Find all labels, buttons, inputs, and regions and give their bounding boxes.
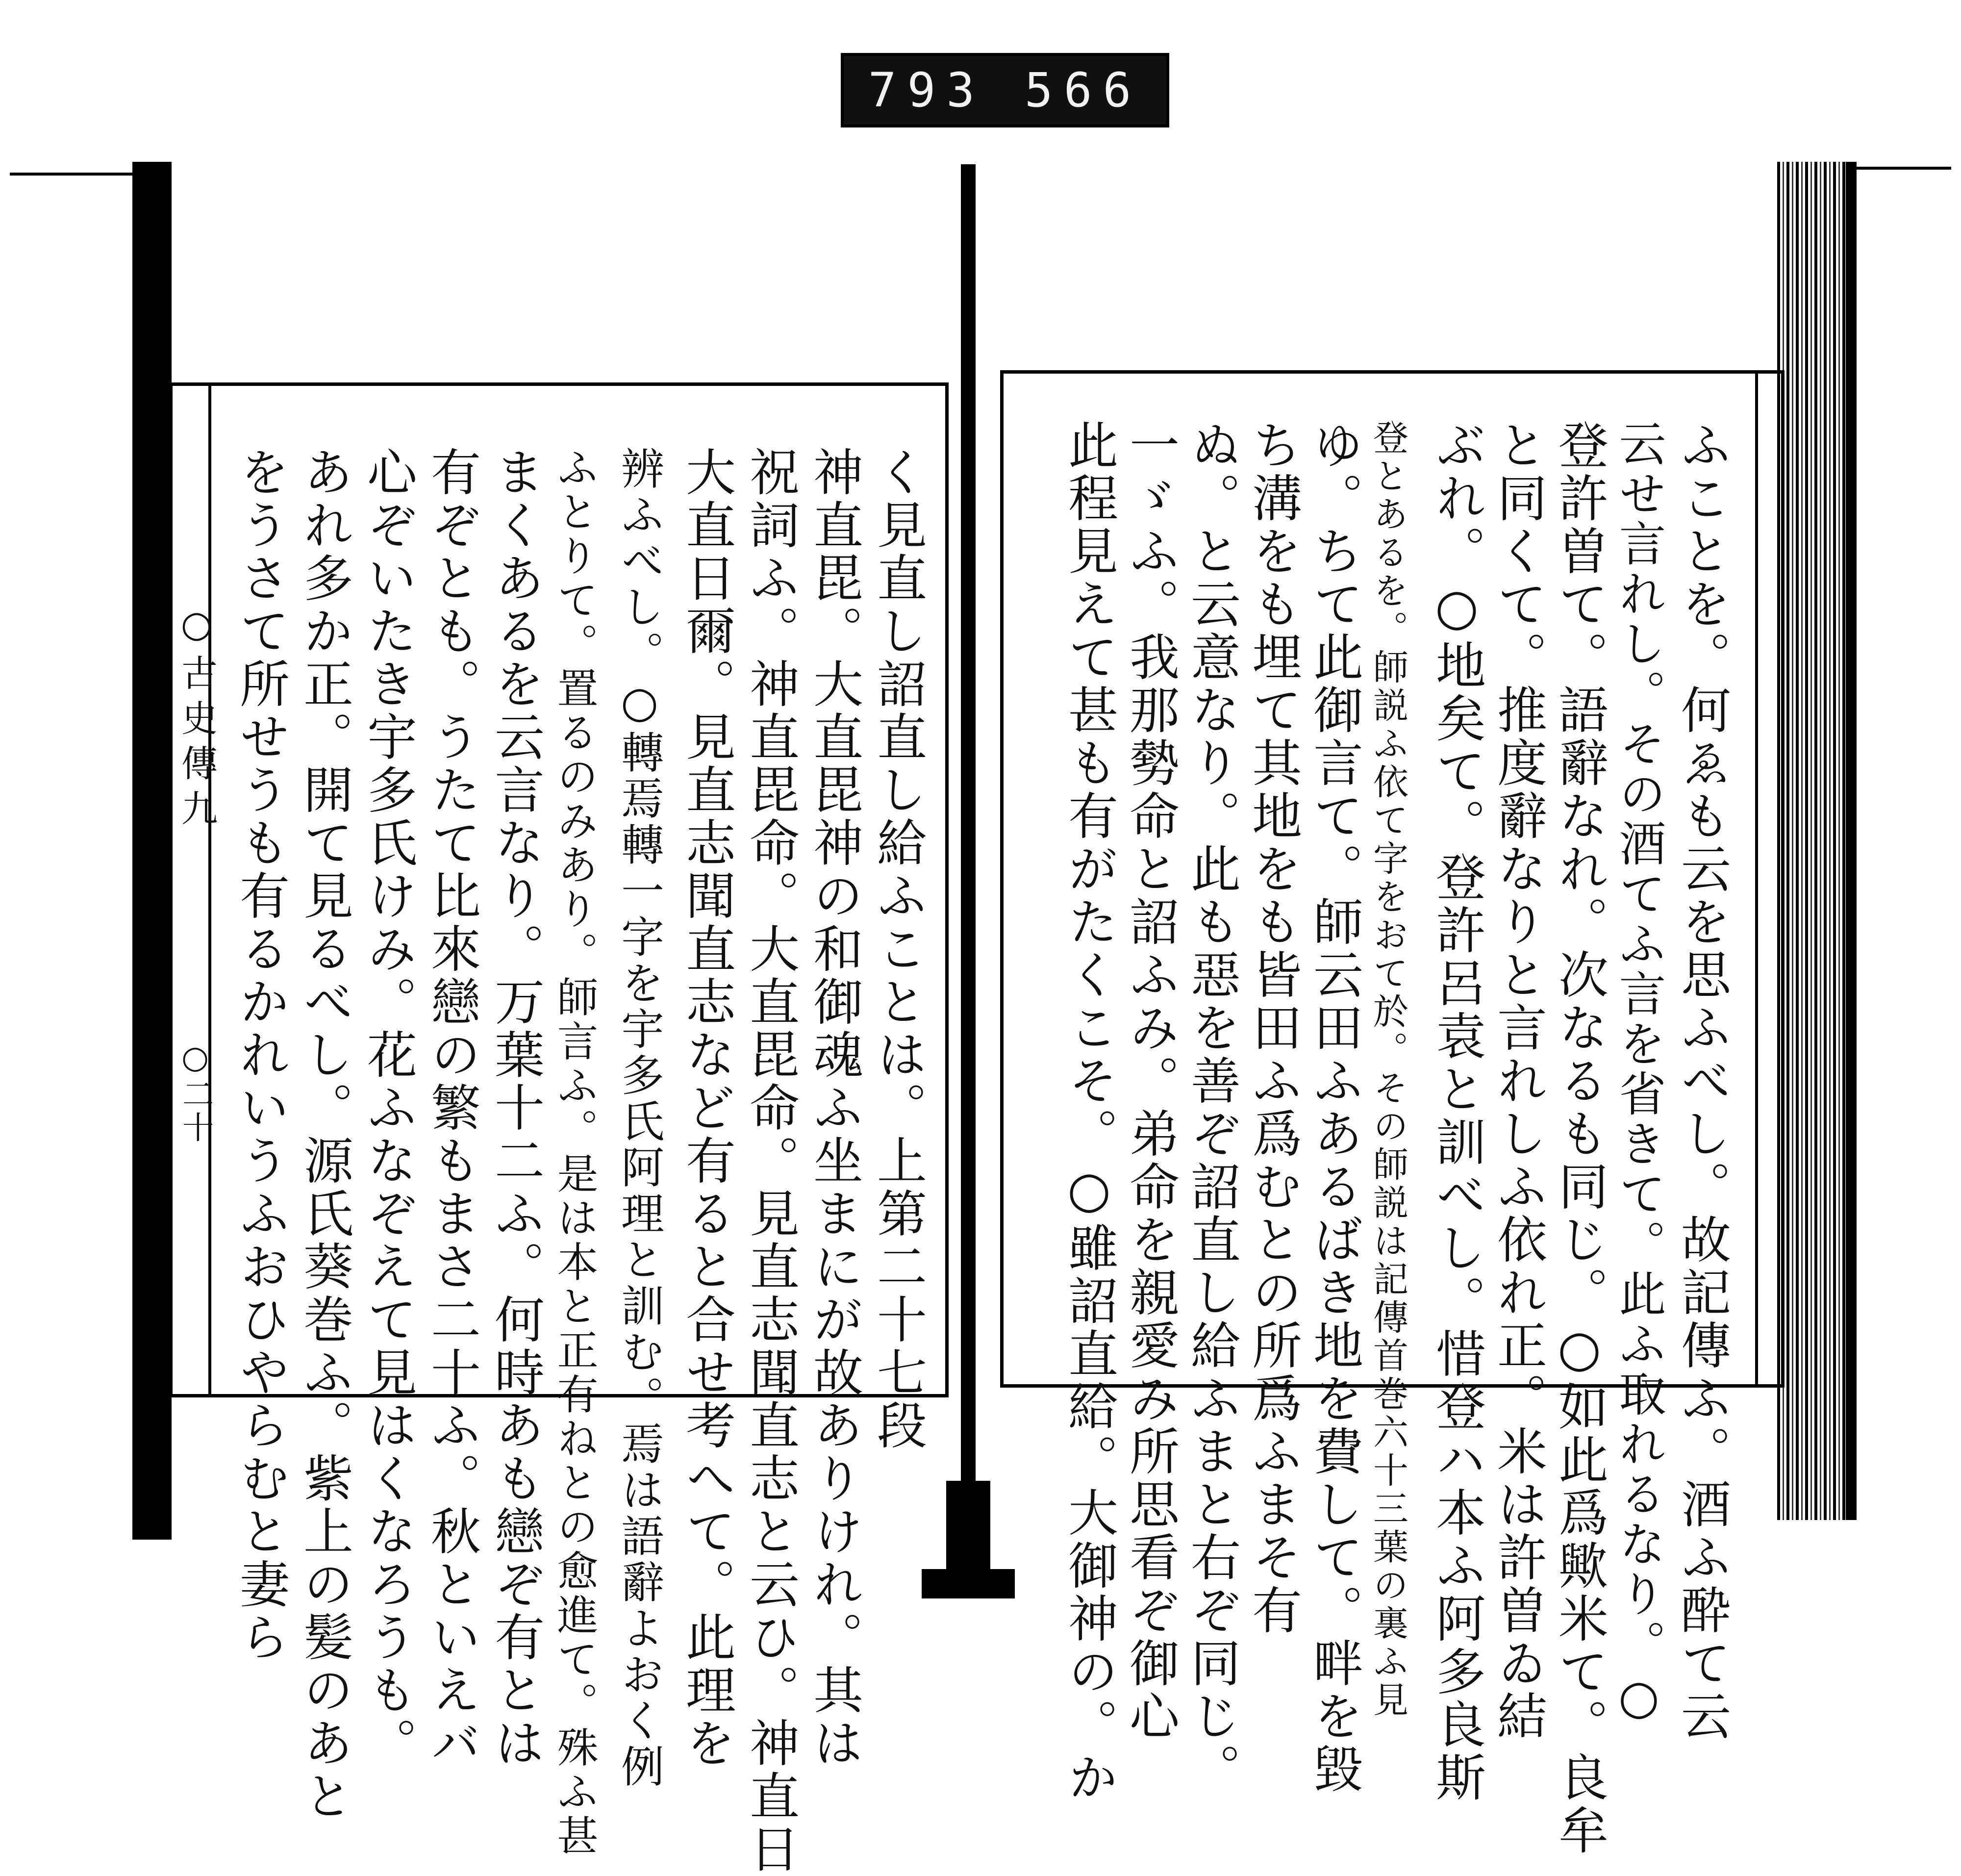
right-page-column-1: ふことを。何ゑも云を思ふべし。故記傳ふ。酒ふ酔て云 (1673, 419, 1731, 1743)
left-page-column-4: 大直日爾。見直志聞直志など有ると合せ考へて。此理を (678, 446, 736, 1770)
left-page-column-8: 有ぞとも。うたて比來戀の繁もまさ二十ふ。秋といえバ (423, 446, 481, 1770)
right-page-column-3: 登許曽て。語辭なれ。次なるも同じ。○如此爲歟米て。良牟 (1550, 419, 1609, 1857)
right-page-column-6: 登とあるを。師説ふ依て字をおて於。その師説は記傳首巻六十三葉の裏ふ見 (1367, 419, 1408, 1720)
left-page-column-9: 心ぞいたき宇多氏けみ。花ふなぞえて見はくなろうも。 (359, 446, 417, 1770)
left-page-column-3: 祝詞ふ。神直毘命。大直毘命。見直志聞直志と云ひ。神直日 (741, 446, 800, 1876)
left-page-column-5: 辨ふべし。○轉焉轉一字を宇多氏阿理と訓む。焉は語辭よおく例 (614, 446, 665, 1790)
catalog-number-label (841, 53, 1169, 127)
catalog-number: 793 566 (868, 63, 1142, 118)
right-book-spine (1846, 162, 1857, 1520)
left-page-column-11: をうさて所せうも有るかれいうふおひやらむと妻ら (231, 446, 290, 1664)
left-page-running-title: ○古史傳九 (176, 603, 218, 835)
right-page-column-8: ち溝をも埋て其地をも皆田ふ爲むとの所爲ふまそ有 (1244, 419, 1302, 1637)
right-page-column-5: ぶれ。○地矣て。登許呂袁と訓べし。惜登ハ本ふ阿多良斯 (1428, 419, 1486, 1804)
left-page-margin-rule (208, 385, 211, 1394)
center-gutter (961, 164, 976, 1488)
right-page-column-2: 云せ言れし。その酒てふ言を省きて。此ふ取れるなり。○ (1611, 419, 1666, 1727)
center-base (922, 1569, 1015, 1598)
left-page-folio: ○二十 (177, 1039, 213, 1144)
left-page-column-10: あれ多か正。開て見るべし。源氏葵巻ふ。紫上の髪のあと (295, 446, 353, 1823)
right-page-column-9: ぬ。と云意なり。此も惡を善ぞ詔直し給ふまと右ぞ同じ。 (1182, 419, 1241, 1796)
right-page-edges (1777, 162, 1846, 1520)
top-rule-right (1853, 167, 1951, 170)
left-book-spine (132, 162, 172, 1540)
right-page-column-11: 此程見えて甚も有がたくこそ。○雖詔直給。大御神の。か (1060, 419, 1118, 1804)
left-page-column-2: 神直毘。大直毘神の和御魂ふ坐まにが故ありけれ。其は (805, 446, 863, 1770)
right-page-column-10: 一ゞふ。我那勢命と詔ふみ。弟命を親愛み所思看ぞ御心 (1121, 419, 1180, 1743)
right-page-column-7: ゆ。ちて此御言て。師云田ふあるばき地を費して。畔を毀 (1305, 419, 1363, 1796)
left-page-column-1: く見直し詔直し給ふことは。上第二十七段 (869, 446, 927, 1452)
left-page-column-6: ふとりて。置るのみあり。師言ふ。是は本と正有ねとの愈進て。殊ふ甚 (551, 446, 599, 1858)
left-page-column-7: まくあるを云言なり。万葉十二ふ。何時あも戀ぞ有とは (486, 446, 545, 1770)
right-page-column-4: と同くて。推度辭なりと言れしふ依れ正。米は許曽ゐ結 (1489, 419, 1547, 1743)
right-page-margin-rule (1755, 373, 1758, 1385)
